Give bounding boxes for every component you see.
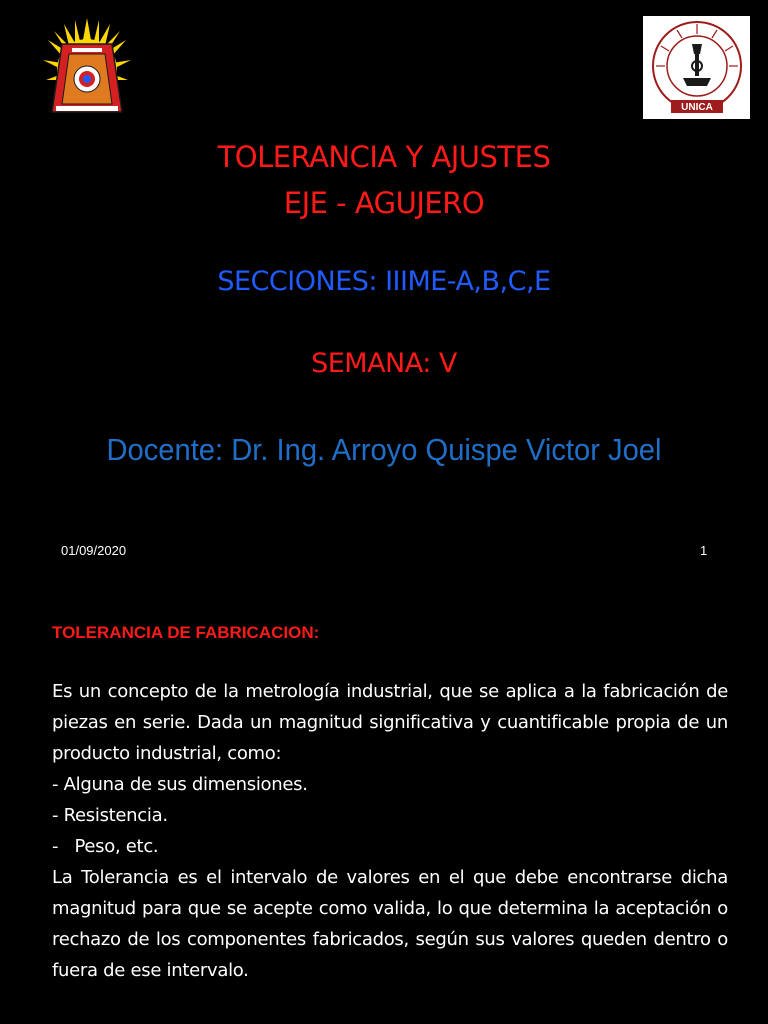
slide-title-line-1: TOLERANCIA Y AJUSTES <box>217 140 551 174</box>
body-text <box>52 676 728 986</box>
paragraph-definition: Es un concepto de la metrología industrial, que se aplica a la fabricación de piezas en serie. Dada un magnitud significativa y cuantificable propia de un producto industrial, como: <box>52 681 728 764</box>
paragraph-tolerance: La Tolerancia es el intervalo de valores en el que debe encontrarse dicha magnitud para que se acepte como valida, lo que determina la aceptación o rechazo de los componentes fabricados, según sus valores queden dentro o fuera de ese intervalo. <box>52 867 728 981</box>
section-heading: TOLERANCIA DE FABRICACION: <box>52 623 320 642</box>
slide-page-number: 1 <box>700 543 708 558</box>
slide-title-line-2: EJE - AGUJERO <box>283 186 485 220</box>
list-item: - Alguna de sus dimensiones. <box>52 774 308 795</box>
sections-label: SECCIONES: IIIME-A,B,C,E <box>217 266 551 297</box>
slide-date: 01/09/2020 <box>61 543 127 558</box>
instructor-label: Docente: Dr. Ing. Arroyo Quispe Victor Joel <box>106 432 662 467</box>
list-item: - Peso, etc. <box>52 836 159 857</box>
week-label: SEMANA: V <box>311 348 457 379</box>
university-sun-emblem-icon <box>42 14 132 120</box>
faculty-seal-icon <box>643 16 750 119</box>
list-item: - Resistencia. <box>52 805 168 826</box>
seal-label: UNICA <box>681 102 713 113</box>
